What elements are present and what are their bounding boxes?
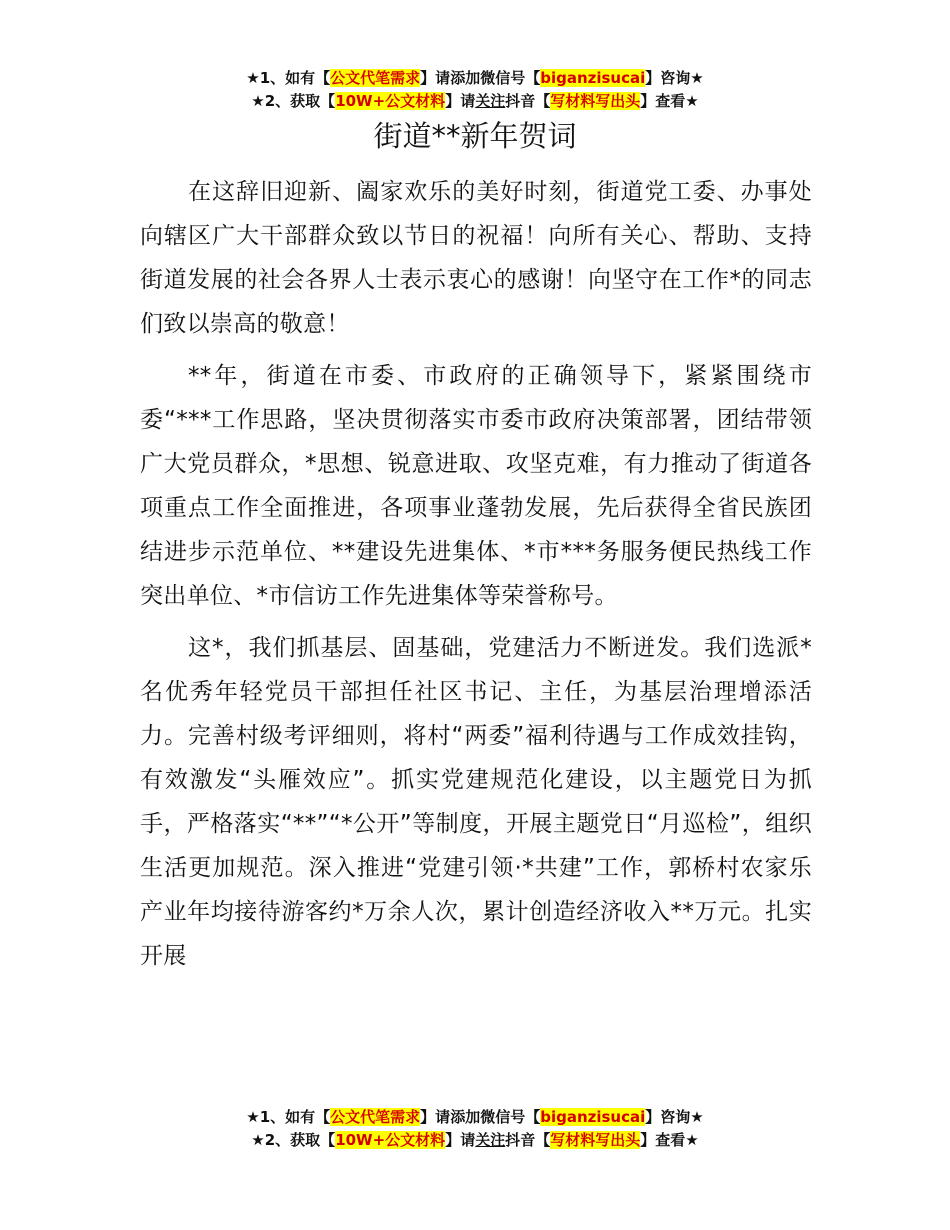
banner-emphasis: 添加 [450,69,481,87]
header-banner-line-2 [0,90,950,113]
banner-text: ★2、获取【 [251,92,336,110]
banner-highlight-wechat-id: biganzisucai [540,1108,646,1126]
banner-highlight-douyin: 写材料写出头 [550,92,641,110]
header-banner [0,67,950,113]
banner-text: 】请 [420,69,451,87]
banner-highlight-wechat-id: biganzisucai [540,69,646,87]
banner-text: 微信号【 [480,69,541,87]
banner-highlight-service: 公文代笔需求 [330,69,421,87]
banner-emphasis: 关注 [475,92,506,110]
banner-text: 】请 [445,1131,476,1149]
document-title: 街道**新年贺词 [373,119,577,153]
banner-text: ★1、如有【 [246,1108,331,1126]
banner-text: 】咨询★ [645,1108,704,1126]
banner-text: 】请 [445,92,476,110]
banner-emphasis: 关注 [475,1131,506,1149]
banner-highlight-materials: 10W+公文材料 [335,92,446,110]
paragraph-3: 这*，我们抓基层、固基础，党建活力不断迸发。我们选派*名优秀年轻党员干部担任社区书记、主任，为基层治理增添活力。完善村级考评细则，将村“两委”福利待遇与工作成效挂钩，有效激发“头雁效应”。抓实党建规范化建设，以主题党日为抓手，严格落实“**”“*公开”等制度，开展主题党日“月巡检”，组织生活更加规范。深入推进“党建引领·*共建”工作，郭桥村农家乐产业年均接待游客约*万余人次，累计创造经济收入**万元。扎实开展 [140,635,812,969]
banner-text: 】查看★ [640,1131,699,1149]
footer-banner-line-1 [0,1106,950,1129]
document-body [140,170,812,986]
banner-highlight-douyin: 写材料写出头 [550,1131,641,1149]
paragraph-1: 在这辞旧迎新、阖家欢乐的美好时刻，街道党工委、办事处向辖区广大干部群众致以节日的祝福！向所有关心、帮助、支持街道发展的社会各界人士表示衷心的感谢！向坚守在工作*的同志们致以崇高的敬意！ [140,179,812,337]
footer-banner-line-2 [0,1129,950,1152]
banner-text: ★2、获取【 [251,1131,336,1149]
banner-text: 微信号【 [480,1108,541,1126]
banner-text: ★1、如有【 [246,69,331,87]
banner-text: 】查看★ [640,92,699,110]
banner-highlight-service: 公文代笔需求 [330,1108,421,1126]
banner-emphasis: 添加 [450,1108,481,1126]
footer-banner [0,1106,950,1152]
header-banner-line-1 [0,67,950,90]
banner-text: 】咨询★ [645,69,704,87]
banner-text: 】请 [420,1108,451,1126]
banner-text: 抖音【 [505,1131,551,1149]
paragraph-2: **年，街道在市委、市政府的正确领导下，紧紧围绕市委“***工作思路，坚决贯彻落实市委市政府决策部署，团结带领广大党员群众，*思想、锐意进取、攻坚克难，有力推动了街道各项重点工作全面推进，各项事业蓬勃发展，先后获得全省民族团结进步示范单位、**建设先进集体、*市***务服务便民热线工作突出单位、*市信访工作先进集体等荣誉称号。 [140,363,812,609]
banner-highlight-materials: 10W+公文材料 [335,1131,446,1149]
banner-text: 抖音【 [505,92,551,110]
